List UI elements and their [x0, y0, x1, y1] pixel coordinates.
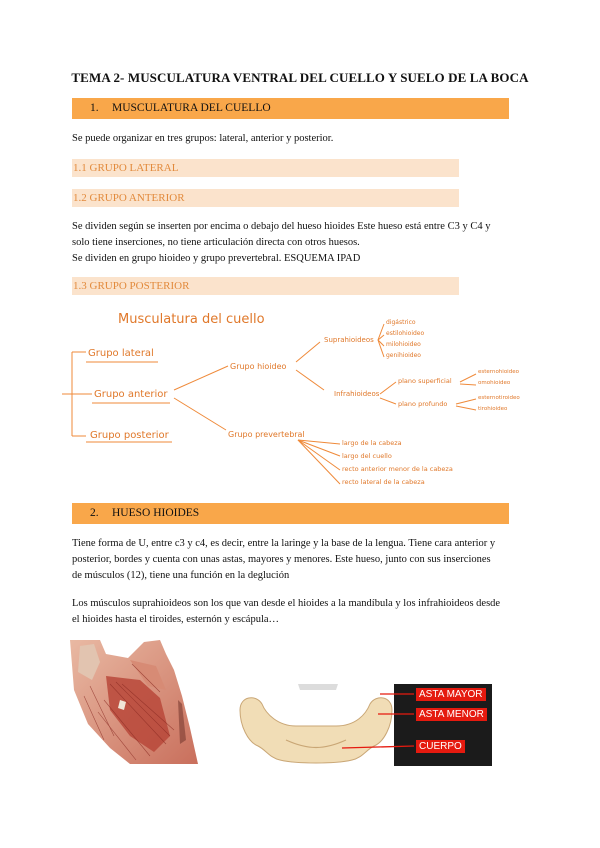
hioides-paragraph-2 — [72, 596, 542, 628]
text-line: posterior, bordes y cuenta con unas astas, mayores y menores. Este hueso, junto con sus inserciones — [72, 554, 491, 565]
section-heading-1 — [72, 98, 509, 119]
node-grupo-posterior: Grupo posterior — [90, 430, 169, 441]
scheme-connectors — [62, 306, 542, 496]
text-line: el hioides hasta el tiroides, esternón y escápula… — [72, 614, 280, 625]
section-heading-2 — [72, 503, 509, 524]
label-cuerpo: CUERPO — [416, 740, 465, 753]
leaf-largo-cuello: largo del cuello — [342, 452, 392, 460]
section-number: 2. — [90, 507, 99, 519]
leaf-digastrico: digástrico — [386, 319, 416, 326]
label-asta-mayor: ASTA MAYOR — [416, 688, 486, 701]
diagram-title: Musculatura del cuello — [118, 312, 265, 327]
section-label: MUSCULATURA DEL CUELLO — [112, 102, 271, 114]
text-line: Se dividen según se inserten por encima o debajo del hueso hioides Este hueso está entre C3 y C4 y — [72, 221, 491, 232]
subsection-heading-posterior: 1.3 GRUPO POSTERIOR — [72, 277, 459, 295]
label-asta-menor: ASTA MENOR — [416, 708, 487, 721]
node-plano-profundo: plano profundo — [398, 400, 448, 408]
hyoid-bone-figure — [238, 684, 492, 766]
leaf-genihioideo: genihioideo — [386, 352, 421, 359]
leaf-esternohioideo: esternohioideo — [478, 369, 519, 375]
leaf-recto-anterior-menor: recto anterior menor de la cabeza — [342, 465, 453, 473]
node-infrahioideos: Infrahioideos — [334, 390, 380, 398]
subsection-heading-anterior: 1.2 GRUPO ANTERIOR — [72, 189, 459, 207]
node-grupo-hioideo: Grupo hioideo — [230, 362, 287, 371]
leaf-tirohioideo: tirohioideo — [478, 406, 508, 412]
page-title: TEMA 2- MUSCULATURA VENTRAL DEL CUELLO Y SUELO DE LA BOCA — [71, 70, 529, 85]
text-line: de músculos (12), tiene una función en la deglución — [72, 570, 290, 581]
section-number: 1. — [90, 102, 99, 114]
leaf-recto-lateral: recto lateral de la cabeza — [342, 478, 425, 486]
text-line: Tiene forma de U, entre c3 y c4, es decir, entre la laringe y la base de la lengua. Tiene cara anterior y — [72, 538, 496, 549]
neck-muscles-illustration — [70, 640, 198, 764]
leaf-estilohioideo: estilohioideo — [386, 330, 425, 337]
leaf-esternotiroideo: esternotiroideo — [478, 395, 520, 401]
text-line: solo tiene inserciones, no tiene articulación directa con otros huesos. — [72, 237, 360, 248]
node-grupo-anterior: Grupo anterior — [94, 389, 168, 400]
section-label: HUESO HIOIDES — [112, 507, 200, 519]
text-line: Se dividen en grupo hioideo y grupo prevertebral. ESQUEMA IPAD — [72, 253, 361, 264]
leaf-milohioideo: milohioideo — [386, 341, 421, 348]
node-suprahioideos: Suprahioideos — [324, 336, 374, 344]
leaf-largo-cabeza: largo de la cabeza — [342, 439, 402, 447]
hioides-paragraph-1 — [72, 536, 542, 584]
node-grupo-lateral: Grupo lateral — [88, 348, 154, 359]
neck-muscles-drawing — [70, 640, 198, 764]
leaf-omohioideo: omohioideo — [478, 380, 511, 386]
anterior-paragraph — [72, 219, 542, 267]
node-grupo-prevertebral: Grupo prevertebral — [228, 430, 305, 439]
muscle-scheme-diagram — [62, 306, 542, 496]
subsection-heading-lateral: 1.1 GRUPO LATERAL — [72, 159, 459, 177]
section1-intro: Se puede organizar en tres grupos: lateral, anterior y posterior. — [72, 133, 334, 144]
text-line: Los músculos suprahioideos son los que van desde el hioides a la mandíbula y los infrahioideos desde — [72, 598, 501, 609]
node-plano-superficial: plano superficial — [398, 377, 452, 385]
